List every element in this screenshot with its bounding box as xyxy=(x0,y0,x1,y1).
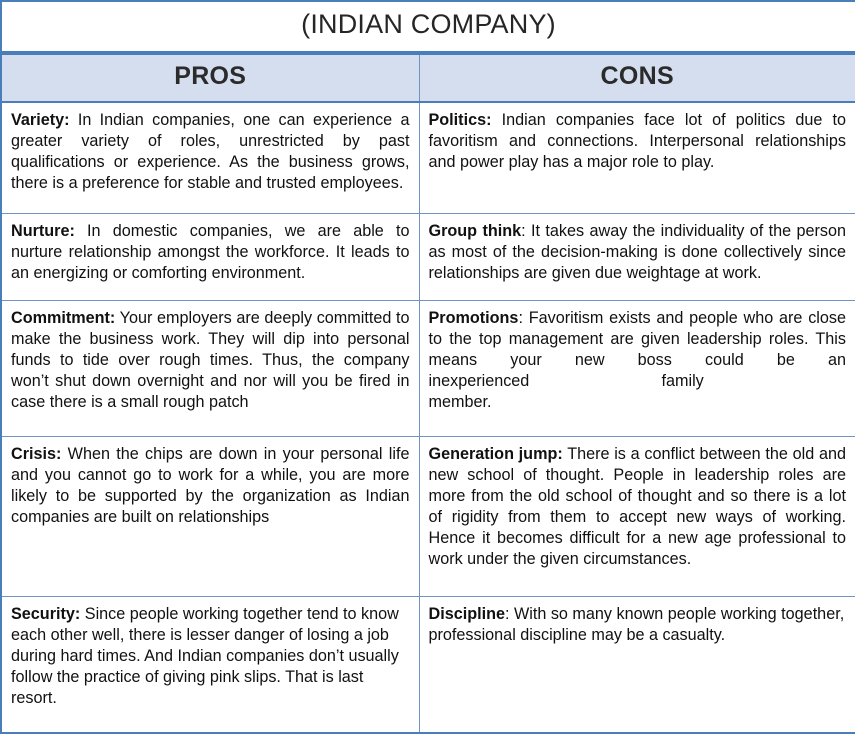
cell-body-text: Indian companies face lot of politics due to favoritism and connections. Interpersonal relationships and power play has a major role to play. xyxy=(428,111,846,171)
cell-body-text: In Indian companies, one can experience a greater variety of roles, unrestricted by past qualifications or experience. As the business grows, there is a preference for stable and trusted employees. xyxy=(11,111,410,192)
cell-body-text: Since people working together tend to know each other well, there is lesser danger of losing a job during hard times. And Indian companies don’t usually follow the practice of giving pink slips. That is last resort. xyxy=(11,605,399,708)
column-header-row xyxy=(1,53,855,102)
column-header-pros: PROS xyxy=(1,53,419,102)
cell-body-text: When the chips are down in your personal life and you cannot go to work for a while, you are more likely to be supported by the organization as Indian companies are built on relationships xyxy=(11,445,410,527)
cell-pros-2 xyxy=(1,214,419,301)
cell-body-text: There is a conflict between the old and new school of thought. People in leadership roles are more from the old school of thought and so there is a lot of rigidity from them to accept new ways of working. Hence it becomes difficult for a new age professional to work under the given circumstances. xyxy=(428,445,846,568)
cell-body-text: : Favoritism exists and people who are close to the top management are given leadership roles. This means your new boss could be an inexperienced family member. xyxy=(428,309,846,412)
table-body xyxy=(1,1,855,733)
table-row xyxy=(1,301,855,437)
cell-pros-1 xyxy=(1,102,419,214)
cell-lead-label: Group think xyxy=(428,222,522,241)
table-row xyxy=(1,437,855,597)
cell-body-text: : It takes away the individuality of the person as most of the decision-making is done collectively since relationships are given due weightage at work. xyxy=(428,222,846,283)
cell-lead-label: Crisis: xyxy=(11,445,62,464)
cell-cons-1 xyxy=(419,102,855,214)
cell-body-text: : With so many known people working together, professional discipline may be a casualty. xyxy=(428,605,845,645)
cell-pros-4 xyxy=(1,437,419,597)
cell-cons-4 xyxy=(419,437,855,597)
cell-lead-label: Commitment: xyxy=(11,309,116,328)
cell-pros-5 xyxy=(1,597,419,733)
cell-cons-3 xyxy=(419,301,855,437)
table-row xyxy=(1,102,855,214)
column-header-cons: CONS xyxy=(419,53,855,102)
cell-lead-label: Promotions xyxy=(428,309,519,328)
cell-body-text: In domestic companies, we are able to nurture relationship amongst the workforce. It leads to an energizing or comforting environment. xyxy=(11,222,410,283)
cell-lead-label: Nurture: xyxy=(11,222,75,241)
page-title: (INDIAN COMPANY) xyxy=(1,1,855,53)
cell-lead-label: Variety: xyxy=(11,111,70,129)
cell-lead-label: Security: xyxy=(11,605,81,624)
title-row xyxy=(1,1,855,53)
table-row xyxy=(1,214,855,301)
cell-cons-5 xyxy=(419,597,855,733)
cell-lead-label: Politics: xyxy=(428,111,492,129)
cell-cons-2 xyxy=(419,214,855,301)
cell-lead-label: Generation jump: xyxy=(428,445,563,464)
cell-lead-label: Discipline xyxy=(428,605,505,624)
cell-pros-3 xyxy=(1,301,419,437)
table-row xyxy=(1,597,855,733)
cell-body-text: Your employers are deeply committed to make the business work. They will dip into personal funds to tide over rough times. Thus, the company won’t shut down overnight and nor will you be fired in case there is a small rough patch xyxy=(11,309,410,412)
